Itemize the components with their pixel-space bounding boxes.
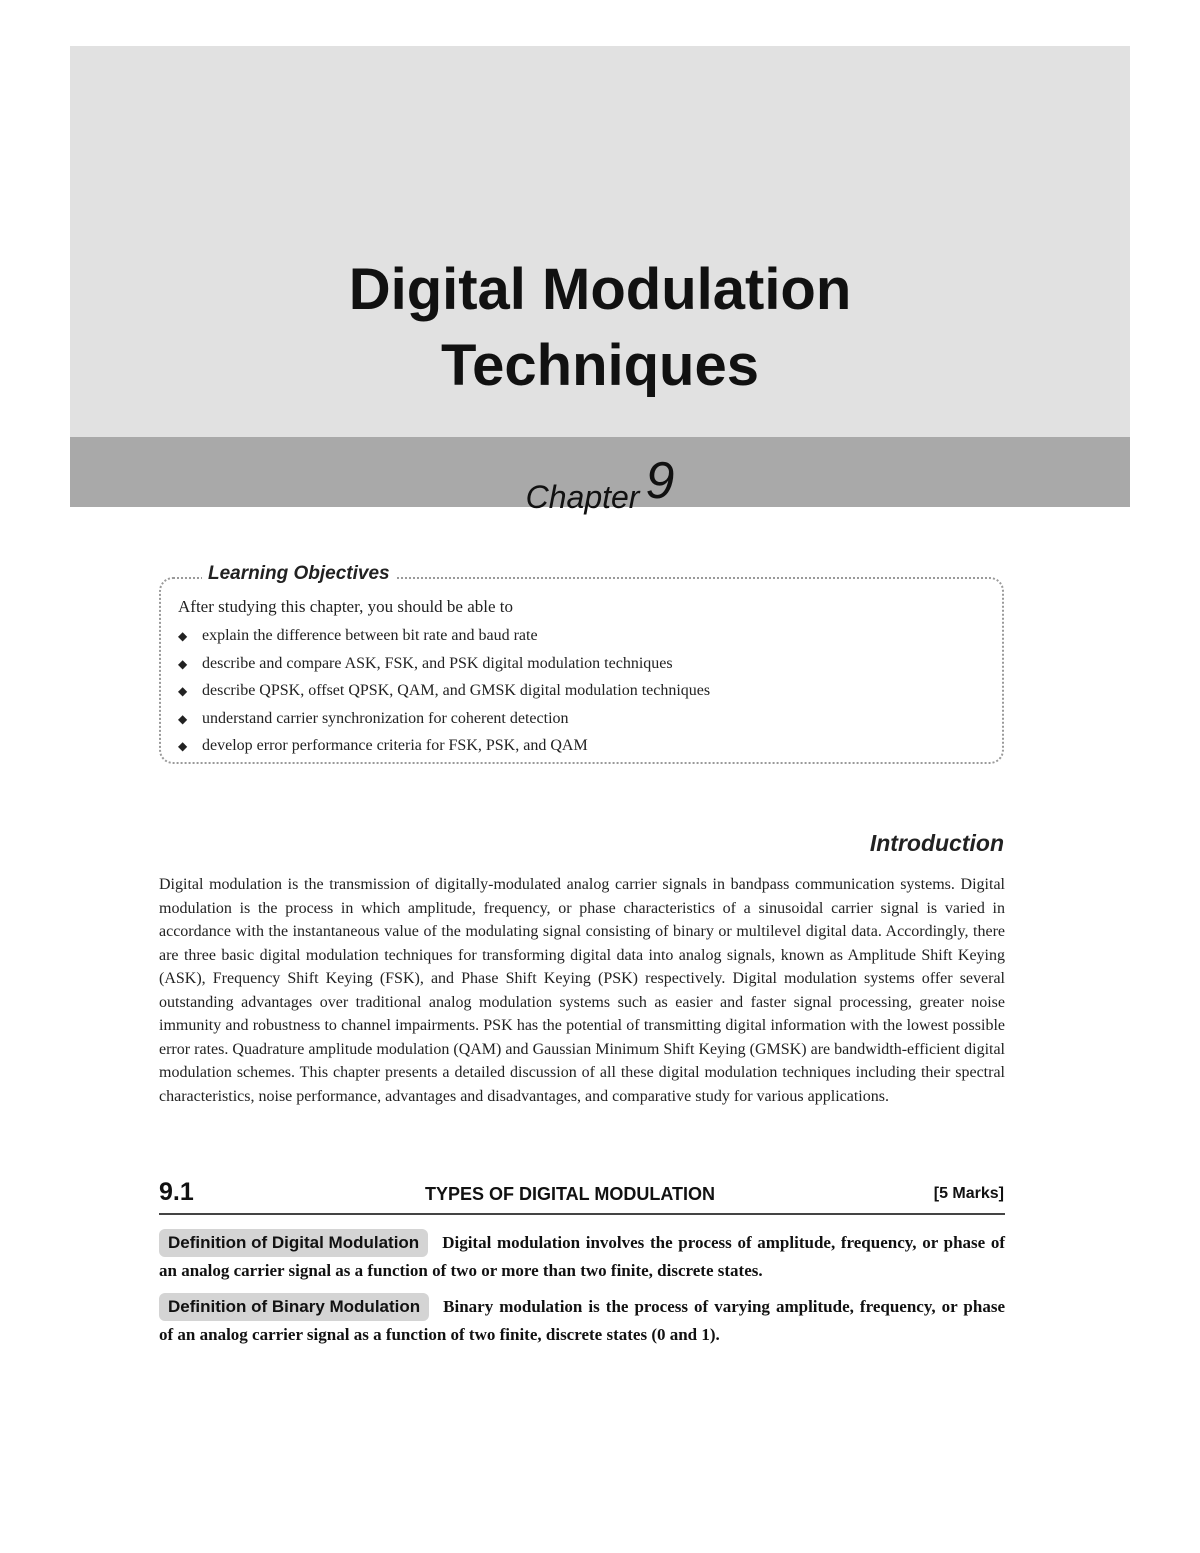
diamond-bullet-icon: ◆ <box>178 739 188 753</box>
learning-objectives-heading: Learning Objectives <box>202 563 396 585</box>
definition-text: Digital modulation involves the process of amplitude, frequency, or phase of an analog carrier signal as a function of two or more than two finite, discrete states. <box>159 1233 1005 1280</box>
section-divider <box>159 1213 1005 1215</box>
objective-text: understand carrier synchronization for coherent detection <box>202 709 569 727</box>
list-item <box>178 625 710 653</box>
chapter-title-line-1: Digital Modulation <box>348 257 852 322</box>
learning-objectives-intro: After studying this chapter, you should be able to <box>178 597 514 616</box>
definition-digital-modulation <box>159 1229 1005 1284</box>
diamond-bullet-icon: ◆ <box>178 684 188 698</box>
learning-objectives-list <box>178 625 710 763</box>
objective-text: describe and compare ASK, FSK, and PSK digital modulation techniques <box>202 654 673 672</box>
chapter-word: Chapter <box>525 479 640 515</box>
introduction-paragraph: Digital modulation is the transmission of digitally-modulated analog carrier signals in bandpass communication systems. Digital modulation is the process in which amplitude, frequency, or phase characteristics of a sinusoidal carrier signal is varied in accordance with the instantaneous value of the modulating signal consisting of binary or multilevel digital data. Accordingly, there are three basic digital modulation techniques for transforming digital data into analog signals, known as Amplitude Shift Keying (ASK), Frequency Shift Keying (FSK), and Phase Shift Keying (PSK) respectively. Digital modulation systems offer several outstanding advantages over traditional analog modulation systems such as easier and faster signal processing, greater noise immunity and robustness to channel impairments. PSK has the potential of transmitting digital information with the lowest possible error rates. Quadrature amplitude modulation (QAM) and Gaussian Minimum Shift Keying (GMSK) are bandwidth-efficient digital modulation schemes. This chapter presents a detailed discussion of all these digital modulation techniques including their spectral characteristics, noise performance, advantages and disadvantages, and comparative study for various applications. <box>159 876 1005 1105</box>
objective-text: describe QPSK, offset QPSK, QAM, and GMSK digital modulation techniques <box>202 682 711 699</box>
definition-label: Definition of Digital Modulation <box>159 1229 428 1257</box>
list-item <box>178 653 710 681</box>
chapter-title <box>70 252 1130 404</box>
section-marks: [5 Marks] <box>933 1185 1004 1202</box>
definition-text: Binary modulation is the process of varying amplitude, frequency, or phase of an analog carrier signal as a function of two finite, discrete states (0 and 1). <box>159 1297 1005 1344</box>
objective-text: develop error performance criteria for FSK, PSK, and QAM <box>202 737 588 754</box>
diamond-bullet-icon: ◆ <box>178 629 188 643</box>
diamond-bullet-icon: ◆ <box>178 711 188 726</box>
chapter-number: 9 <box>645 452 675 510</box>
list-item <box>178 708 710 736</box>
introduction-heading: Introduction <box>869 830 1004 856</box>
definition-binary-modulation <box>159 1293 1005 1348</box>
section-title: TYPES OF DIGITAL MODULATION <box>425 1184 715 1204</box>
chapter-title-line-2: Techniques <box>441 333 759 398</box>
section-number: 9.1 <box>159 1178 194 1206</box>
list-item <box>178 735 710 763</box>
objective-text: explain the difference between bit rate and baud rate <box>202 627 538 644</box>
definition-label: Definition of Binary Modulation <box>159 1293 429 1321</box>
chapter-label <box>70 437 1130 515</box>
list-item <box>178 680 710 708</box>
diamond-bullet-icon: ◆ <box>178 656 188 671</box>
